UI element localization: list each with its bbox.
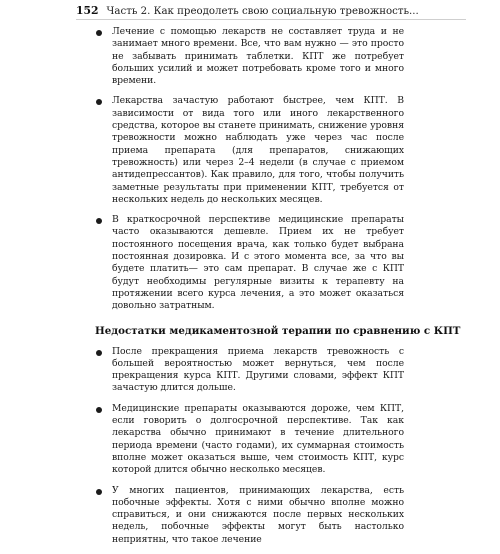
list-item [96, 346, 404, 395]
bullet-icon [96, 99, 102, 105]
list-item-text: Медицинские препараты оказываются дороже, чем КПТ, если говорить о долгосрочной перспективе. Так как лекарства обычно принимают в течение длительного периода времени (часто годами), их суммарная стоимость вполне может оказаться выше, чем стоимость КПТ, курс которой длится обычно несколько месяцев. [112, 402, 404, 476]
list-item [96, 403, 404, 477]
advantages-list [96, 26, 404, 313]
list-item-text: Лечение с помощью лекарств не составляет труда и не занимает много времени. Все, что вам нужно — это просто не забывать принимать таблетки. КПТ же потребует больших усилий и может потребовать кроме того и много времени. [112, 26, 404, 87]
running-title: Часть 2. Как преодолеть свою социальную тревожность... [106, 6, 419, 17]
section-heading: Недостатки медикаментозной терапии по сравнению с КПТ [95, 324, 461, 337]
page-body [95, 26, 461, 554]
disadvantages-list [96, 346, 404, 546]
list-item-text: В краткосрочной перспективе медицинские препараты часто оказываются дешевле. Прием их не требует постоянного посещения врача, как только будет выбрана постоянная дозировка. И с этого момента все, за что вы будете платить— это сам препарат. В случае же с КПТ будут необходимы регулярные визиты к терапевту на протяжении всего курса лечения, а это может оказаться довольно затратным. [112, 214, 404, 312]
list-item [96, 485, 404, 546]
bullet-icon [96, 218, 102, 224]
page-number: 152 [76, 4, 99, 17]
bullet-icon [96, 407, 102, 413]
bullet-icon [96, 489, 102, 495]
list-item [96, 26, 404, 87]
list-item [96, 214, 404, 312]
list-item-text: У многих пациентов, принимающих лекарства, есть побочные эффекты. Хотя с ними обычно вполне можно справиться, и они снижаются после первых нескольких недель, побочные эффекты могут быть настолько неприятны, что такое лечение [112, 484, 404, 545]
bullet-icon [96, 350, 102, 356]
list-item-text: Лекарства зачастую работают быстрее, чем КПТ. В зависимости от вида того или иного лекарственного средства, которое вы станете принимать, снижение уровня тревожности можно наблюдать уже через час после приема препарата (для препаратов, снижающих тревожность) или через 2–4 недели (в случае с приемом антидепрессантов). Как правило, для того, чтобы получить заметные результаты при применении КПТ, требуется от нескольких недель до нескольких месяцев. [112, 95, 404, 205]
list-item [96, 95, 404, 206]
list-item-text: После прекращения приема лекарств тревожность с большей вероятностью может вернуться, чем после прекращения курса КПТ. Другими словами, эффект КПТ зачастую длится дольше. [112, 345, 404, 394]
bullet-icon [96, 30, 102, 36]
running-header [76, 3, 466, 20]
